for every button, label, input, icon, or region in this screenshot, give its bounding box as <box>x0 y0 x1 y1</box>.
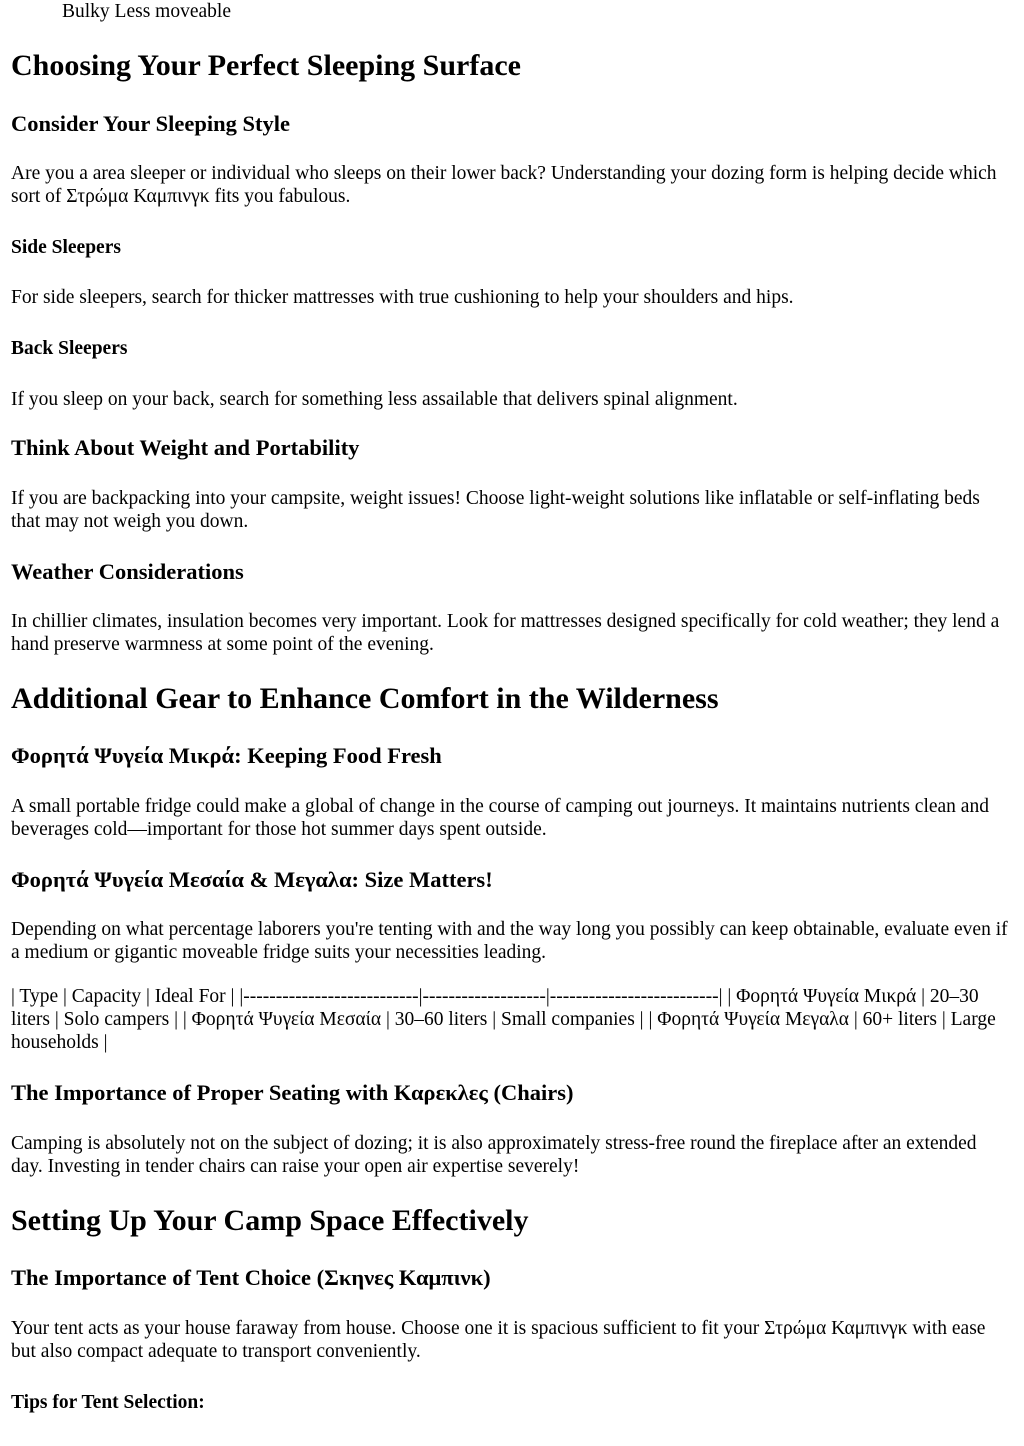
heading-sleeping-surface: Choosing Your Perfect Sleeping Surface <box>11 49 521 82</box>
heading-back-sleepers: Back Sleepers <box>11 338 128 359</box>
paragraph-chairs: Camping is absolutely not on the subject of dozing; it is also approximately stress-free round the fireplace after an extended day. Investing in tender chairs can raise your open air expertise severely! <box>11 1133 977 1177</box>
paragraph-weather: In chillier climates, insulation becomes very important. Look for mattresses designed specifically for cold weather; they lend a hand preserve warmness at some point of the evening. <box>11 611 1000 655</box>
heading-additional-gear: Additional Gear to Enhance Comfort in the Wilderness <box>11 682 719 715</box>
heading-medium-fridge: Φορητά Ψυγεία Μεσαία & Μεγαλα: Size Matters! <box>11 867 493 892</box>
paragraph-small-fridge: A small portable fridge could make a global of change in the course of camping out journeys. It maintains nutrients clean and beverages cold—important for those hot summer days spent outside. <box>11 796 989 840</box>
paragraph-tent-choice: Your tent acts as your house faraway from house. Choose one it is spacious sufficient to fit your Στρώμα Καμπινγκ with ease but also compact adequate to transport conveniently. <box>11 1318 986 1362</box>
heading-chairs: The Importance of Proper Seating with Καρεκλες (Chairs) <box>11 1080 574 1105</box>
heading-side-sleepers: Side Sleepers <box>11 237 121 258</box>
paragraph-medium-fridge: Depending on what percentage laborers you're tenting with and the way long you possibly can keep obtainable, evaluate even if a medium or gigantic moveable fridge suits your necessities leading. <box>11 919 1008 963</box>
list-item-fragment: Bulky Less moveable <box>62 1 231 22</box>
heading-camp-space: Setting Up Your Camp Space Effectively <box>11 1204 529 1237</box>
paragraph-weight-portability: If you are backpacking into your campsite, weight issues! Choose light-weight solutions like inflatable or self-inflating beds that may not weigh you down. <box>11 488 980 532</box>
paragraph-side-sleepers: For side sleepers, search for thicker mattresses with true cushioning to help your shoulders and hips. <box>11 287 794 308</box>
paragraph-back-sleepers: If you sleep on your back, search for something less assailable that delivers spinal alignment. <box>11 389 738 410</box>
heading-small-fridge: Φορητά Ψυγεία Μικρά: Keeping Food Fresh <box>11 743 442 768</box>
heading-weather: Weather Considerations <box>11 559 244 584</box>
paragraph-sleeping-style: Are you a area sleeper or individual who sleeps on their lower back? Understanding your dozing form is helping decide which sort of Στρώμα Καμπινγκ fits you fabulous. <box>11 163 997 207</box>
heading-sleeping-style: Consider Your Sleeping Style <box>11 111 290 136</box>
heading-weight-portability: Think About Weight and Portability <box>11 435 360 460</box>
markdown-table-text: | Type | Capacity | Ideal For | |---------------------------|-------------------|--------------------------| | Φορητά Ψυγεία Μικρά | 20–30 liters | Solo campers | | Φορητά Ψυγεία Μεσαία | 30–60 liters | Small companies | | Φορητά Ψυγεία Μεγαλα | 60+ liters | Large households | <box>11 986 996 1053</box>
heading-tent-tips: Tips for Tent Selection: <box>11 1392 205 1413</box>
heading-tent-choice: The Importance of Tent Choice (Σκηνες Καμπινκ) <box>11 1265 491 1290</box>
